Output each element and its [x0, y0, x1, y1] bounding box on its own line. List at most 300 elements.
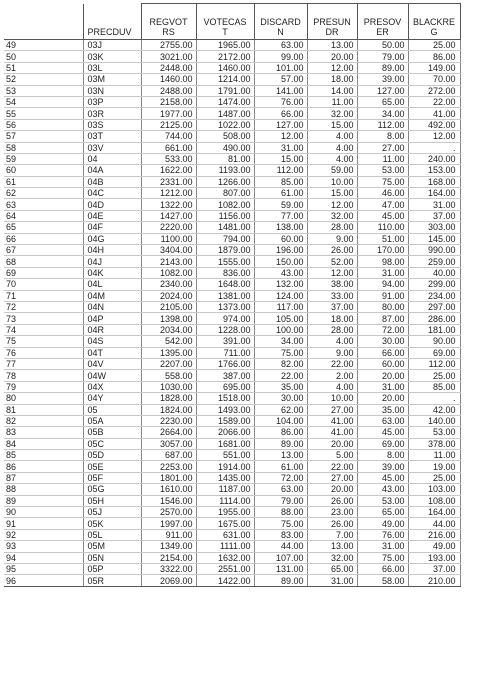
presover-cell: 34.00	[357, 108, 408, 119]
table-row	[4, 336, 460, 347]
table-row	[4, 165, 460, 176]
regvotrs-cell: 1349.00	[141, 541, 196, 552]
row-number: 93	[4, 541, 83, 552]
discardn-cell: 35.00	[254, 381, 307, 392]
presover-cell: 45.00	[357, 472, 408, 483]
regvotrs-cell: 2125.00	[141, 119, 196, 130]
regvotrs-cell: 2340.00	[141, 279, 196, 290]
regvotrs-cell: 2664.00	[141, 427, 196, 438]
regvotrs-cell: 2143.00	[141, 256, 196, 267]
precinct-code: 05H	[83, 495, 141, 506]
blackreg-cell: 19.00	[408, 461, 460, 472]
presover-header: PRESOV ER	[357, 4, 408, 40]
presover-cell: 51.00	[357, 233, 408, 244]
presundr-cell: 52.00	[307, 256, 357, 267]
row-number: 71	[4, 290, 83, 301]
presover-cell: 11.00	[357, 153, 408, 164]
votecast-cell: 2172.00	[196, 51, 254, 62]
presundr-cell: 28.00	[307, 222, 357, 233]
presover-cell: 27.00	[357, 142, 408, 153]
precinct-code: 05	[83, 404, 141, 415]
table-row	[4, 404, 460, 415]
row-number: 61	[4, 176, 83, 187]
votecast-cell: 711.00	[196, 347, 254, 358]
regvotrs-cell: 1977.00	[141, 108, 196, 119]
presover-cell: 45.00	[357, 210, 408, 221]
precinct-code: 05P	[83, 563, 141, 574]
precinct-code: 04N	[83, 301, 141, 312]
discardn-cell: 89.00	[254, 575, 307, 586]
table-row	[4, 461, 460, 472]
regvotrs-cell: 3404.00	[141, 245, 196, 256]
votecast-cell: 1381.00	[196, 290, 254, 301]
discardn-cell: 43.00	[254, 267, 307, 278]
blackreg-cell: 37.00	[408, 563, 460, 574]
row-number: 82	[4, 415, 83, 426]
precinct-code: 04E	[83, 210, 141, 221]
blackreg-cell: 42.00	[408, 404, 460, 415]
regvotrs-cell: 2755.00	[141, 40, 196, 51]
discardn-cell: 107.00	[254, 552, 307, 563]
discardn-cell: 79.00	[254, 495, 307, 506]
table-row	[4, 256, 460, 267]
votecast-cell: 1555.00	[196, 256, 254, 267]
precinct-code: 05E	[83, 461, 141, 472]
blackreg-cell: 272.00	[408, 85, 460, 96]
precinct-code: 05G	[83, 484, 141, 495]
row-number: 56	[4, 119, 83, 130]
votecast-cell: 1481.00	[196, 222, 254, 233]
discardn-cell: 59.00	[254, 199, 307, 210]
presover-cell: 39.00	[357, 74, 408, 85]
presundr-cell: 18.00	[307, 313, 357, 324]
precduv-header: PRECDUV	[83, 4, 141, 40]
discardn-cell: 86.00	[254, 427, 307, 438]
blackreg-cell: 70.00	[408, 74, 460, 85]
blackreg-cell: .	[408, 393, 460, 404]
presundr-cell: 4.00	[307, 381, 357, 392]
presover-cell: 76.00	[357, 529, 408, 540]
votecast-cell: 1111.00	[196, 541, 254, 552]
discardn-cell: 77.00	[254, 210, 307, 221]
votecast-cell: 631.00	[196, 529, 254, 540]
row-number: 69	[4, 267, 83, 278]
presover-cell: 89.00	[357, 62, 408, 73]
blackreg-header: BLACKRE G	[408, 4, 460, 40]
votecast-cell: 1648.00	[196, 279, 254, 290]
votecast-cell: 1460.00	[196, 62, 254, 73]
votecast-cell: 508.00	[196, 131, 254, 142]
presover-cell: 87.00	[357, 313, 408, 324]
regvotrs-cell: 1395.00	[141, 347, 196, 358]
presundr-cell: 9.00	[307, 233, 357, 244]
discardn-cell: 31.00	[254, 142, 307, 153]
presundr-cell: 38.00	[307, 279, 357, 290]
row-number: 88	[4, 484, 83, 495]
discardn-cell: 15.00	[254, 153, 307, 164]
table-row	[4, 381, 460, 392]
discardn-cell: 105.00	[254, 313, 307, 324]
precinct-code: 04F	[83, 222, 141, 233]
discardn-cell: 57.00	[254, 74, 307, 85]
precinct-code: 03R	[83, 108, 141, 119]
table-row	[4, 96, 460, 107]
blackreg-cell: 12.00	[408, 131, 460, 142]
presover-cell: 66.00	[357, 347, 408, 358]
presundr-cell: 23.00	[307, 507, 357, 518]
votecast-cell: 1187.00	[196, 484, 254, 495]
blackreg-cell: 40.00	[408, 267, 460, 278]
row-number: 89	[4, 495, 83, 506]
votecast-cell: 1193.00	[196, 165, 254, 176]
table-row	[4, 495, 460, 506]
blackreg-cell: 11.00	[408, 450, 460, 461]
presundr-cell: 13.00	[307, 541, 357, 552]
row-number: 70	[4, 279, 83, 290]
discardn-cell: 132.00	[254, 279, 307, 290]
regvotrs-cell: 1322.00	[141, 199, 196, 210]
presover-cell: 20.00	[357, 393, 408, 404]
row-number: 49	[4, 40, 83, 51]
table-row	[4, 575, 460, 586]
presover-cell: 49.00	[357, 518, 408, 529]
precinct-code: 04J	[83, 256, 141, 267]
table-row	[4, 222, 460, 233]
presundr-cell: 32.00	[307, 108, 357, 119]
regvotrs-cell: 1828.00	[141, 393, 196, 404]
presover-cell: 72.00	[357, 324, 408, 335]
blackreg-cell: 25.00	[408, 40, 460, 51]
table-row	[4, 40, 460, 51]
presundr-cell: 20.00	[307, 51, 357, 62]
discardn-cell: 13.00	[254, 450, 307, 461]
discardn-cell: 104.00	[254, 415, 307, 426]
discardn-cell: 72.00	[254, 472, 307, 483]
presundr-cell: 4.00	[307, 131, 357, 142]
presundr-cell: 4.00	[307, 336, 357, 347]
blackreg-cell: 41.00	[408, 108, 460, 119]
votecast-cell: 1493.00	[196, 404, 254, 415]
votecast-cell: 1965.00	[196, 40, 254, 51]
presundr-cell: 12.00	[307, 199, 357, 210]
blackreg-cell: 90.00	[408, 336, 460, 347]
table-row	[4, 507, 460, 518]
blackreg-cell: 210.00	[408, 575, 460, 586]
presundr-cell: 15.00	[307, 188, 357, 199]
presover-cell: 75.00	[357, 552, 408, 563]
presundr-cell: 26.00	[307, 518, 357, 529]
blackreg-cell: 181.00	[408, 324, 460, 335]
row-number: 54	[4, 96, 83, 107]
discardn-cell: 75.00	[254, 347, 307, 358]
votecast-cell: 1914.00	[196, 461, 254, 472]
data-table	[4, 3, 461, 587]
blackreg-cell: 193.00	[408, 552, 460, 563]
presover-cell: 45.00	[357, 427, 408, 438]
table-row	[4, 210, 460, 221]
table-body	[4, 40, 460, 587]
row-number: 78	[4, 370, 83, 381]
votecast-cell: 1681.00	[196, 438, 254, 449]
table-row	[4, 301, 460, 312]
precinct-code: 03K	[83, 51, 141, 62]
discardn-cell: 66.00	[254, 108, 307, 119]
presundr-cell: 41.00	[307, 427, 357, 438]
table-row	[4, 51, 460, 62]
row-number: 55	[4, 108, 83, 119]
precinct-code: 05L	[83, 529, 141, 540]
presundr-cell: 28.00	[307, 324, 357, 335]
row-number: 75	[4, 336, 83, 347]
blackreg-cell: 22.00	[408, 96, 460, 107]
row-number: 63	[4, 199, 83, 210]
precinct-code: 05A	[83, 415, 141, 426]
data-sheet	[4, 3, 461, 587]
row-number: 72	[4, 301, 83, 312]
blackreg-cell: 990.00	[408, 245, 460, 256]
regvotrs-cell: 911.00	[141, 529, 196, 540]
row-number: 90	[4, 507, 83, 518]
precinct-code: 04L	[83, 279, 141, 290]
row-number: 66	[4, 233, 83, 244]
table-row	[4, 552, 460, 563]
row-number: 84	[4, 438, 83, 449]
table-row	[4, 85, 460, 96]
regvotrs-cell: 2448.00	[141, 62, 196, 73]
votecast-cell: 2066.00	[196, 427, 254, 438]
discardn-cell: 117.00	[254, 301, 307, 312]
regvotrs-cell: 2331.00	[141, 176, 196, 187]
regvotrs-cell: 1546.00	[141, 495, 196, 506]
table-row	[4, 74, 460, 85]
discardn-cell: 34.00	[254, 336, 307, 347]
regvotrs-cell: 2207.00	[141, 358, 196, 369]
presundr-header: PRESUN DR	[307, 4, 357, 40]
presover-cell: 35.00	[357, 404, 408, 415]
precinct-code: 05M	[83, 541, 141, 552]
table-row	[4, 529, 460, 540]
presover-cell: 79.00	[357, 51, 408, 62]
votecast-cell: 2551.00	[196, 563, 254, 574]
discardn-cell: 85.00	[254, 176, 307, 187]
precinct-code: 05F	[83, 472, 141, 483]
presundr-cell: 26.00	[307, 495, 357, 506]
presover-cell: 43.00	[357, 484, 408, 495]
discardn-cell: 88.00	[254, 507, 307, 518]
votecast-cell: 1373.00	[196, 301, 254, 312]
precinct-code: 04M	[83, 290, 141, 301]
regvotrs-cell: 1622.00	[141, 165, 196, 176]
blackreg-cell: 378.00	[408, 438, 460, 449]
precinct-code: 03V	[83, 142, 141, 153]
blackreg-cell: 240.00	[408, 153, 460, 164]
presundr-cell: 12.00	[307, 267, 357, 278]
precinct-code: 03M	[83, 74, 141, 85]
presover-cell: 58.00	[357, 575, 408, 586]
regvotrs-cell: 3057.00	[141, 438, 196, 449]
presundr-cell: 27.00	[307, 472, 357, 483]
regvotrs-cell: 1610.00	[141, 484, 196, 495]
precinct-code: 05J	[83, 507, 141, 518]
blackreg-cell: 145.00	[408, 233, 460, 244]
precinct-code: 05N	[83, 552, 141, 563]
presundr-cell: 31.00	[307, 575, 357, 586]
precinct-code: 04D	[83, 199, 141, 210]
table-row	[4, 370, 460, 381]
regvotrs-cell: 558.00	[141, 370, 196, 381]
table-row	[4, 108, 460, 119]
row-number: 77	[4, 358, 83, 369]
regvotrs-cell: 1427.00	[141, 210, 196, 221]
precinct-code: 05B	[83, 427, 141, 438]
discardn-cell: 63.00	[254, 484, 307, 495]
discardn-cell: 83.00	[254, 529, 307, 540]
blackreg-cell: 44.00	[408, 518, 460, 529]
presover-cell: 31.00	[357, 541, 408, 552]
blackreg-cell: .	[408, 142, 460, 153]
presundr-cell: 11.00	[307, 96, 357, 107]
table-row	[4, 290, 460, 301]
discardn-cell: 61.00	[254, 461, 307, 472]
regvotrs-cell: 542.00	[141, 336, 196, 347]
table-row	[4, 415, 460, 426]
table-row	[4, 313, 460, 324]
row-number-header	[4, 4, 83, 40]
regvotrs-cell: 1460.00	[141, 74, 196, 85]
presundr-cell: 2.00	[307, 370, 357, 381]
precinct-code: 04C	[83, 188, 141, 199]
discardn-cell: 76.00	[254, 96, 307, 107]
row-number: 96	[4, 575, 83, 586]
votecast-cell: 1474.00	[196, 96, 254, 107]
presover-cell: 8.00	[357, 450, 408, 461]
presover-cell: 8.00	[357, 131, 408, 142]
discardn-cell: 131.00	[254, 563, 307, 574]
blackreg-cell: 37.00	[408, 210, 460, 221]
votecast-cell: 387.00	[196, 370, 254, 381]
presover-cell: 47.00	[357, 199, 408, 210]
discardn-cell: 141.00	[254, 85, 307, 96]
precinct-code: 03L	[83, 62, 141, 73]
presover-cell: 112.00	[357, 119, 408, 130]
precinct-code: 03J	[83, 40, 141, 51]
votecast-cell: 1214.00	[196, 74, 254, 85]
blackreg-cell: 303.00	[408, 222, 460, 233]
presundr-cell: 20.00	[307, 438, 357, 449]
presundr-cell: 20.00	[307, 484, 357, 495]
row-number: 64	[4, 210, 83, 221]
precinct-code: 04A	[83, 165, 141, 176]
row-number: 68	[4, 256, 83, 267]
discardn-header: DISCARD N	[254, 4, 307, 40]
table-row	[4, 233, 460, 244]
precinct-code: 03T	[83, 131, 141, 142]
blackreg-cell: 25.00	[408, 370, 460, 381]
regvotrs-cell: 1082.00	[141, 267, 196, 278]
row-number: 65	[4, 222, 83, 233]
presundr-cell: 32.00	[307, 210, 357, 221]
blackreg-cell: 492.00	[408, 119, 460, 130]
votecast-cell: 551.00	[196, 450, 254, 461]
row-number: 62	[4, 188, 83, 199]
votecast-cell: 695.00	[196, 381, 254, 392]
regvotrs-cell: 2158.00	[141, 96, 196, 107]
table-row	[4, 131, 460, 142]
discardn-cell: 82.00	[254, 358, 307, 369]
regvotrs-cell: 2253.00	[141, 461, 196, 472]
discardn-cell: 196.00	[254, 245, 307, 256]
row-number: 74	[4, 324, 83, 335]
table-row	[4, 267, 460, 278]
precinct-code: 04W	[83, 370, 141, 381]
discardn-cell: 61.00	[254, 188, 307, 199]
presundr-cell: 10.00	[307, 393, 357, 404]
row-number: 67	[4, 245, 83, 256]
table-row	[4, 119, 460, 130]
row-number: 60	[4, 165, 83, 176]
blackreg-cell: 149.00	[408, 62, 460, 73]
blackreg-cell: 234.00	[408, 290, 460, 301]
presundr-cell: 22.00	[307, 358, 357, 369]
presundr-cell: 5.00	[307, 450, 357, 461]
discardn-cell: 127.00	[254, 119, 307, 130]
regvotrs-header: REGVOT RS	[141, 4, 196, 40]
row-number: 80	[4, 393, 83, 404]
regvotrs-cell: 1824.00	[141, 404, 196, 415]
presover-cell: 75.00	[357, 176, 408, 187]
regvotrs-cell: 2024.00	[141, 290, 196, 301]
presover-cell: 31.00	[357, 267, 408, 278]
discardn-cell: 99.00	[254, 51, 307, 62]
votecast-cell: 1791.00	[196, 85, 254, 96]
votecast-cell: 1766.00	[196, 358, 254, 369]
discardn-cell: 22.00	[254, 370, 307, 381]
blackreg-cell: 299.00	[408, 279, 460, 290]
blackreg-cell: 53.00	[408, 427, 460, 438]
blackreg-cell: 25.00	[408, 472, 460, 483]
table-row	[4, 142, 460, 153]
precinct-code: 05R	[83, 575, 141, 586]
regvotrs-cell: 3021.00	[141, 51, 196, 62]
regvotrs-cell: 2220.00	[141, 222, 196, 233]
blackreg-cell: 297.00	[408, 301, 460, 312]
precinct-code: 04	[83, 153, 141, 164]
presover-cell: 65.00	[357, 96, 408, 107]
discardn-cell: 30.00	[254, 393, 307, 404]
row-number: 57	[4, 131, 83, 142]
votecast-cell: 1487.00	[196, 108, 254, 119]
row-number: 92	[4, 529, 83, 540]
blackreg-cell: 31.00	[408, 199, 460, 210]
table-row	[4, 347, 460, 358]
precinct-code: 04G	[83, 233, 141, 244]
presundr-cell: 59.00	[307, 165, 357, 176]
precinct-code: 04X	[83, 381, 141, 392]
precinct-code: 03N	[83, 85, 141, 96]
table-row	[4, 393, 460, 404]
presundr-cell: 41.00	[307, 415, 357, 426]
row-number: 59	[4, 153, 83, 164]
precinct-code: 04H	[83, 245, 141, 256]
presover-cell: 20.00	[357, 370, 408, 381]
row-number: 52	[4, 74, 83, 85]
row-number: 51	[4, 62, 83, 73]
votecast-cell: 1955.00	[196, 507, 254, 518]
regvotrs-cell: 744.00	[141, 131, 196, 142]
votecast-cell: 794.00	[196, 233, 254, 244]
presundr-cell: 27.00	[307, 404, 357, 415]
votecast-cell: 974.00	[196, 313, 254, 324]
